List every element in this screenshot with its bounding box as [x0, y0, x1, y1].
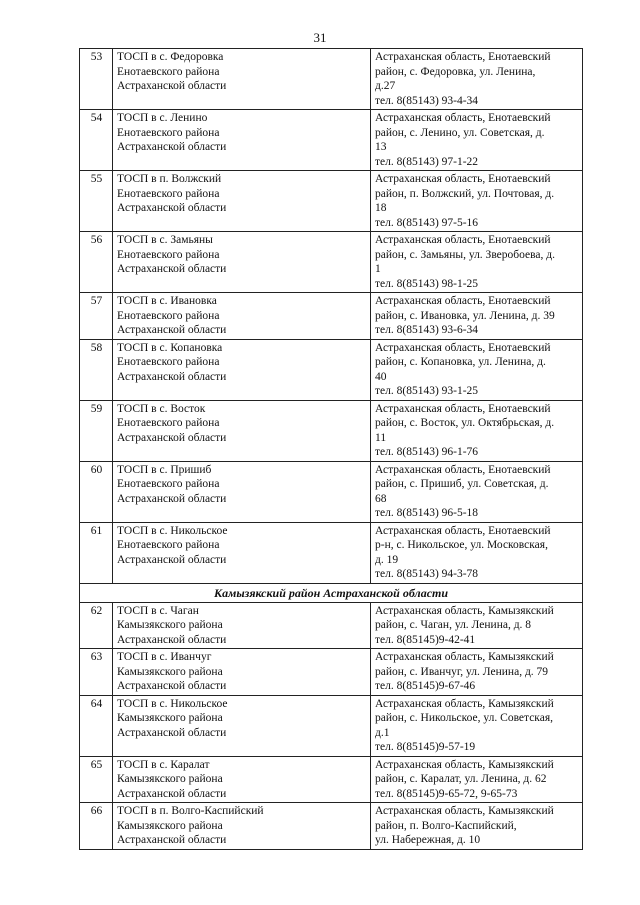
address-line: тел. 8(85143) 93-4-34: [375, 94, 479, 107]
address-line: район, с. Ивановка, ул. Ленина, д. 39: [375, 309, 555, 322]
organization-address: [371, 401, 580, 461]
row-number: 64: [80, 696, 113, 756]
address-line: д. 19: [375, 553, 399, 566]
organization-name: [113, 49, 371, 109]
address-line: район, п. Волжский, ул. Почтовая, д.: [375, 187, 555, 200]
name-line: ТОСП в с. Восток: [117, 402, 206, 415]
table-row: [80, 110, 582, 171]
name-line: Енотаевского района: [117, 539, 220, 551]
table-row: [80, 603, 582, 650]
address-line: 18: [375, 202, 387, 214]
name-line: ТОСП в с. Никольское: [117, 697, 228, 710]
address-line: тел. 8(85143) 93-1-25: [375, 385, 479, 397]
name-line: ТОСП в с. Каралат: [117, 758, 210, 771]
name-line: Астраханской области: [117, 834, 227, 846]
address-line: район, с. Чаган, ул. Ленина, д. 8: [375, 619, 532, 631]
organization-address: [371, 340, 580, 400]
row-number: 54: [80, 110, 113, 170]
row-number: 59: [80, 401, 113, 461]
address-line: д.1: [375, 726, 390, 739]
organization-address: [371, 803, 580, 849]
organization-name: [113, 523, 371, 583]
table-body-enotaevsky: [80, 49, 582, 584]
table-row: [80, 401, 582, 462]
name-line: ТОСП в с. Замьяны: [117, 234, 213, 246]
section-header: [80, 584, 582, 603]
name-line: Астраханской области: [117, 726, 227, 739]
row-number: 56: [80, 232, 113, 292]
table-row: [80, 803, 582, 850]
name-line: ТОСП в с. Ивановка: [117, 295, 217, 307]
name-line: Астраханской области: [117, 492, 227, 505]
address-line: район, с. Каралат, ул. Ленина, д. 62: [375, 773, 547, 785]
table-row: [80, 232, 582, 293]
row-number: 53: [80, 49, 113, 109]
address-line: Астраханская область, Енотаевский: [375, 173, 551, 185]
name-line: Астраханской области: [117, 141, 227, 153]
table-row: [80, 757, 582, 804]
name-line: Енотаевского района: [117, 417, 220, 429]
address-line: тел. 8(85143) 96-5-18: [375, 507, 479, 519]
name-line: ТОСП в с. Иванчуг: [117, 651, 212, 663]
name-line: Енотаевского района: [117, 65, 220, 78]
table-row: [80, 523, 582, 584]
name-line: ТОСП в п. Волго-Каспийский: [117, 805, 264, 817]
address-line: район, с. Иванчуг, ул. Ленина, д. 79: [375, 665, 549, 678]
name-line: Астраханской области: [117, 80, 227, 92]
row-number: 63: [80, 649, 113, 695]
address-line: район, с. Копановка, ул. Ленина, д.: [375, 356, 546, 368]
row-number: 61: [80, 523, 113, 583]
address-line: р-н, с. Никольское, ул. Московская,: [375, 539, 548, 551]
address-line: 68: [375, 492, 387, 505]
address-line: 40: [375, 370, 387, 383]
address-line: Астраханская область, Камызякский: [375, 805, 554, 817]
address-line: район, с. Федоровка, ул. Ленина,: [375, 65, 536, 78]
table-row: [80, 649, 582, 696]
organization-name: [113, 603, 371, 649]
organization-address: [371, 293, 580, 339]
address-line: Астраханская область, Енотаевский: [375, 402, 551, 415]
row-number: 58: [80, 340, 113, 400]
address-line: 11: [375, 431, 387, 444]
name-line: Камызякского района: [117, 665, 223, 678]
row-number: 66: [80, 803, 113, 849]
table-row: [80, 340, 582, 401]
name-line: Камызякского района: [117, 712, 223, 724]
address-line: тел. 8(85143) 97-1-22: [375, 155, 479, 168]
organization-name: [113, 171, 371, 231]
row-number: 57: [80, 293, 113, 339]
name-line: Енотаевского района: [117, 309, 220, 322]
organization-address: [371, 171, 580, 231]
organization-address: [371, 757, 580, 803]
name-line: ТОСП в с. Копановка: [117, 341, 223, 354]
table-row: [80, 293, 582, 340]
name-line: Астраханской области: [117, 787, 227, 800]
address-line: тел. 8(85145)9-42-41: [375, 633, 476, 646]
organization-name: [113, 401, 371, 461]
name-line: ТОСП в с. Ленино: [117, 112, 208, 124]
name-line: Астраханской области: [117, 263, 227, 275]
name-line: Астраханской области: [117, 633, 227, 646]
address-line: Астраханская область, Енотаевский: [375, 341, 551, 354]
address-line: 1: [375, 263, 381, 275]
name-line: Астраханской области: [117, 202, 227, 214]
row-number: 55: [80, 171, 113, 231]
name-line: Астраханской области: [117, 431, 227, 444]
address-line: Астраханская область, Енотаевский: [375, 524, 551, 537]
organizations-table: [79, 48, 583, 850]
name-line: ТОСП в с. Пришиб: [117, 463, 212, 476]
name-line: ТОСП в п. Волжский: [117, 173, 222, 185]
name-line: Енотаевского района: [117, 356, 220, 368]
organization-name: [113, 757, 371, 803]
address-line: 13: [375, 141, 387, 153]
organization-name: [113, 649, 371, 695]
table-row: [80, 696, 582, 757]
address-line: тел. 8(85145)9-65-72, 9-65-73: [375, 787, 518, 800]
address-line: район, с. Восток, ул. Октябрьская, д.: [375, 417, 555, 429]
address-line: тел. 8(85143) 98-1-25: [375, 277, 479, 290]
address-line: Астраханская область, Камызякский: [375, 697, 554, 710]
name-line: Астраханской области: [117, 324, 227, 336]
address-line: Астраханская область, Камызякский: [375, 758, 554, 771]
row-number: 62: [80, 603, 113, 649]
organization-address: [371, 523, 580, 583]
organization-address: [371, 462, 580, 522]
address-line: район, с. Замьяны, ул. Зверобоева, д.: [375, 248, 555, 261]
table-row: [80, 171, 582, 232]
address-line: тел. 8(85143) 93-6-34: [375, 324, 479, 336]
address-line: тел. 8(85143) 94-3-78: [375, 568, 479, 580]
page-number: 31: [313, 30, 327, 45]
organization-address: [371, 649, 580, 695]
name-line: Енотаевского района: [117, 126, 220, 139]
address-line: Астраханская область, Енотаевский: [375, 295, 551, 307]
address-line: район, с. Никольское, ул. Советская,: [375, 712, 553, 724]
organization-name: [113, 696, 371, 756]
name-line: Енотаевского района: [117, 187, 220, 200]
name-line: Астраханской области: [117, 680, 227, 692]
row-number: 60: [80, 462, 113, 522]
address-line: Астраханская область, Енотаевский: [375, 112, 551, 124]
address-line: ул. Набережная, д. 10: [375, 834, 481, 846]
address-line: Астраханская область, Енотаевский: [375, 463, 551, 476]
address-line: д.27: [375, 80, 396, 92]
name-line: Камызякского района: [117, 819, 223, 832]
organization-name: [113, 110, 371, 170]
table-body-kamyzyaksky: [80, 603, 582, 850]
organization-name: [113, 232, 371, 292]
address-line: тел. 8(85143) 97-5-16: [375, 216, 479, 229]
name-line: Камызякского района: [117, 773, 223, 785]
table-row: [80, 462, 582, 523]
row-number: 65: [80, 757, 113, 803]
name-line: Астраханской области: [117, 553, 227, 566]
organization-name: [113, 293, 371, 339]
address-line: район, с. Ленино, ул. Советская, д.: [375, 126, 545, 139]
address-line: тел. 8(85143) 96-1-76: [375, 446, 479, 458]
organization-name: [113, 340, 371, 400]
address-line: Астраханская область, Камызякский: [375, 604, 554, 617]
name-line: Енотаевского района: [117, 248, 220, 261]
table-row: [80, 49, 582, 110]
name-line: ТОСП в с. Чаган: [117, 604, 199, 617]
organization-name: [113, 803, 371, 849]
organization-address: [371, 696, 580, 756]
address-line: Астраханская область, Камызякский: [375, 651, 554, 663]
name-line: Камызякского района: [117, 619, 223, 631]
name-line: ТОСП в с. Никольское: [117, 524, 228, 537]
address-line: район, с. Пришиб, ул. Советская, д.: [375, 478, 549, 490]
organization-name: [113, 462, 371, 522]
address-line: тел. 8(85145)9-67-46: [375, 680, 476, 692]
address-line: Астраханская область, Енотаевский: [375, 51, 551, 63]
organization-address: [371, 603, 580, 649]
organization-address: [371, 49, 580, 109]
name-line: Енотаевского района: [117, 478, 220, 490]
address-line: Астраханская область, Енотаевский: [375, 234, 551, 246]
name-line: ТОСП в с. Федоровка: [117, 51, 224, 63]
address-line: тел. 8(85145)9-57-19: [375, 741, 476, 753]
name-line: Астраханской области: [117, 370, 227, 383]
organization-address: [371, 110, 580, 170]
organization-address: [371, 232, 580, 292]
address-line: район, п. Волго-Каспийский,: [375, 819, 517, 832]
section-title: Камызякский район Астраханской области: [213, 585, 449, 600]
